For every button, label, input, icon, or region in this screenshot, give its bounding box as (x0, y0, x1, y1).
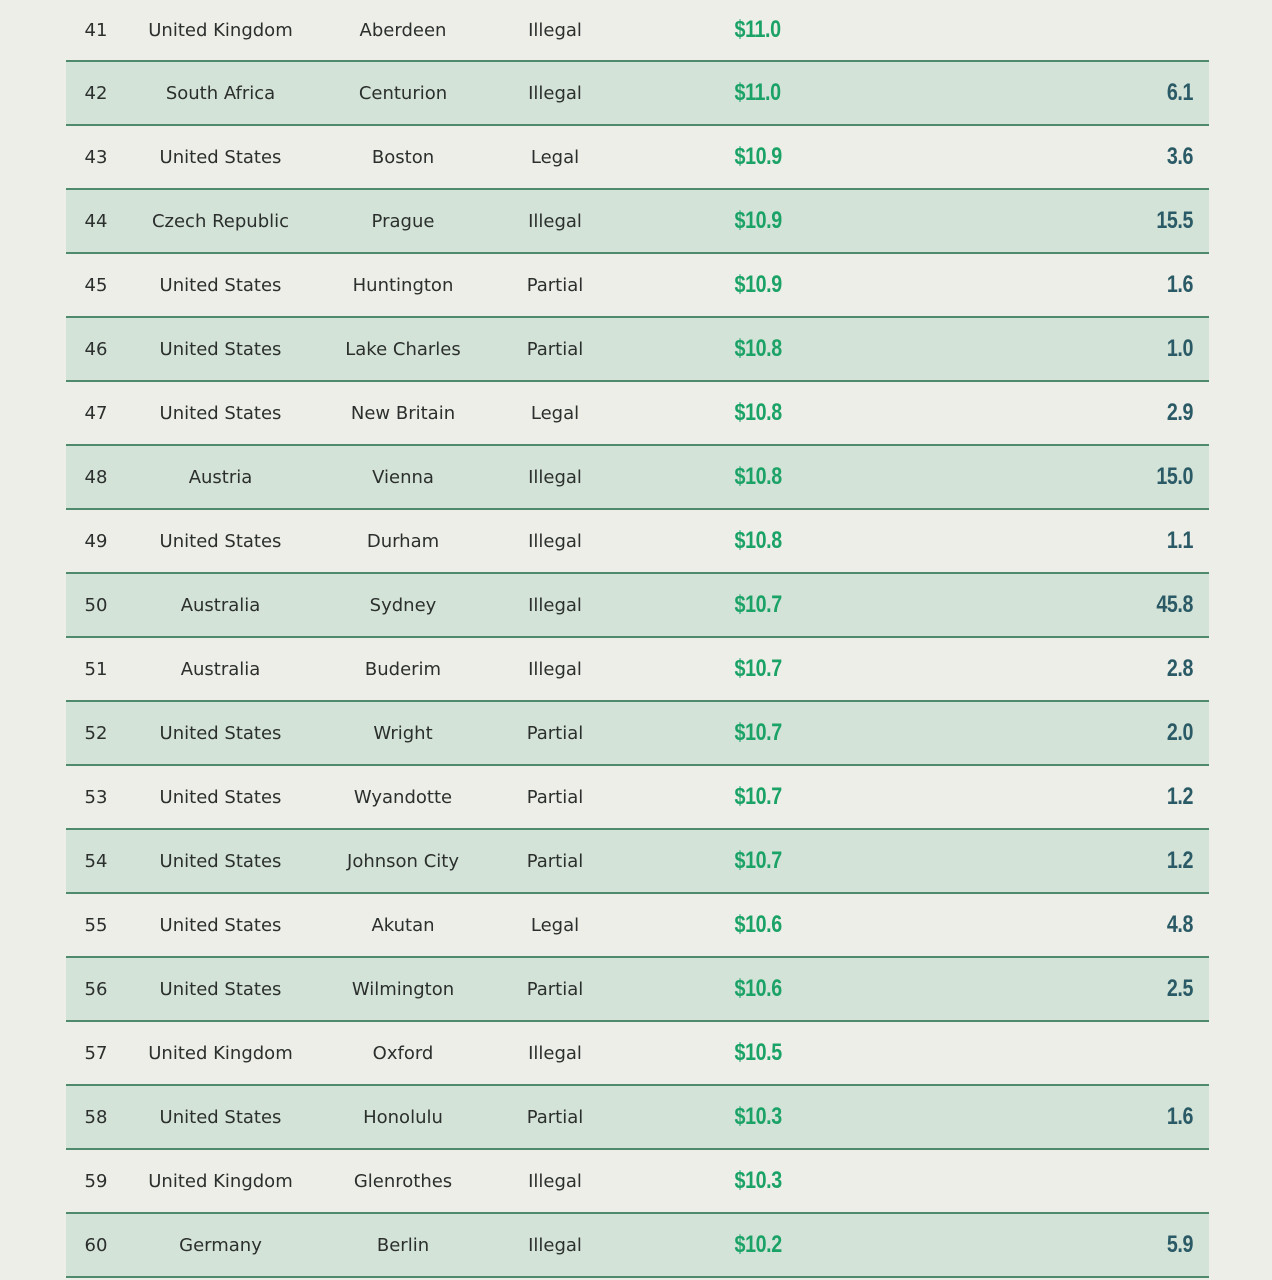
price-cell: $10.8 (734, 399, 782, 426)
price-cell: $10.7 (734, 783, 782, 810)
table-row (66, 510, 1209, 574)
city-cell: Buderim (364, 658, 442, 680)
legality-cell: Illegal (528, 19, 582, 41)
table-row (66, 126, 1209, 190)
price-cell: $11.0 (734, 79, 781, 106)
country-cell: United Kingdom (148, 1170, 293, 1192)
table-row (66, 1214, 1209, 1278)
value-cell: 6.1 (1166, 79, 1193, 106)
rank-cell: 41 (84, 19, 108, 41)
table-row (66, 638, 1209, 702)
city-cell: Glenrothes (353, 1170, 453, 1192)
country-cell: United Kingdom (148, 1042, 293, 1064)
legality-cell: Partial (526, 274, 584, 296)
rank-cell: 46 (84, 338, 108, 360)
value-cell: 1.2 (1166, 847, 1193, 874)
table-row (66, 62, 1209, 126)
table-row (66, 382, 1209, 446)
rank-cell: 48 (84, 466, 108, 488)
country-cell: Czech Republic (151, 210, 290, 232)
country-cell: United States (159, 338, 282, 360)
country-cell: South Africa (165, 82, 276, 104)
table-row (66, 830, 1209, 894)
legality-cell: Partial (526, 722, 584, 744)
price-cell: $10.7 (734, 719, 782, 746)
value-cell: 1.6 (1166, 1103, 1193, 1130)
value-cell: 1.6 (1166, 271, 1193, 298)
country-cell: Austria (188, 466, 253, 488)
rank-cell: 49 (84, 530, 108, 552)
country-cell: United States (159, 914, 282, 936)
table-row (66, 190, 1209, 254)
legality-cell: Illegal (528, 466, 582, 488)
table-row (66, 0, 1209, 62)
value-cell (1095, 1150, 1193, 1212)
country-cell: Germany (179, 1234, 262, 1256)
rank-cell: 56 (84, 978, 108, 1000)
legality-cell: Illegal (528, 530, 582, 552)
legality-cell: Partial (526, 786, 584, 808)
legality-cell: Illegal (528, 1234, 582, 1256)
price-cell: $10.9 (734, 207, 782, 234)
country-cell: United Kingdom (148, 19, 293, 41)
price-cell: $10.7 (734, 847, 782, 874)
value-cell: 5.9 (1166, 1231, 1193, 1258)
country-cell: United States (159, 274, 282, 296)
rank-cell: 47 (84, 402, 108, 424)
country-cell: United States (159, 850, 282, 872)
country-cell: United States (159, 402, 282, 424)
legality-cell: Illegal (528, 1042, 582, 1064)
value-cell: 1.2 (1166, 783, 1193, 810)
table-row (66, 702, 1209, 766)
legality-cell: Illegal (528, 210, 582, 232)
value-cell: 2.0 (1166, 719, 1193, 746)
table-row (66, 958, 1209, 1022)
value-cell: 2.9 (1166, 399, 1193, 426)
price-cell: $10.8 (734, 527, 782, 554)
price-cell: $10.7 (734, 655, 782, 682)
rank-cell: 51 (84, 658, 108, 680)
city-cell: Oxford (372, 1042, 434, 1064)
legality-cell: Legal (530, 402, 580, 424)
city-cell: New Britain (350, 402, 456, 424)
country-cell: United States (159, 530, 282, 552)
table-row (66, 254, 1209, 318)
rank-cell: 58 (84, 1106, 108, 1128)
rank-cell: 57 (84, 1042, 108, 1064)
price-cell: $10.3 (734, 1167, 782, 1194)
city-cell: Johnson City (347, 850, 459, 872)
rank-cell: 60 (84, 1234, 108, 1256)
legality-cell: Illegal (528, 594, 582, 616)
value-cell: 3.6 (1166, 143, 1193, 170)
value-cell: 45.8 (1156, 591, 1193, 618)
rank-cell: 45 (84, 274, 108, 296)
country-cell: Australia (180, 658, 261, 680)
rank-cell: 42 (84, 82, 108, 104)
city-cell: Wyandotte (353, 786, 453, 808)
city-cell: Sydney (369, 594, 437, 616)
price-cell: $11.0 (734, 16, 781, 43)
value-cell (1095, 0, 1193, 60)
legality-cell: Partial (526, 850, 584, 872)
rank-cell: 52 (84, 722, 108, 744)
table-row (66, 446, 1209, 510)
price-cell: $10.9 (734, 271, 782, 298)
price-cell: $10.9 (734, 143, 782, 170)
rank-cell: 53 (84, 786, 108, 808)
city-cell: Huntington (352, 274, 454, 296)
legality-cell: Partial (526, 338, 584, 360)
city-cell: Centurion (358, 82, 448, 104)
table-row (66, 1150, 1209, 1214)
ranking-table (66, 0, 1209, 1278)
country-cell: United States (159, 1106, 282, 1128)
city-cell: Aberdeen (359, 19, 447, 41)
country-cell: United States (159, 146, 282, 168)
rank-cell: 44 (84, 210, 108, 232)
city-cell: Berlin (376, 1234, 430, 1256)
table-row (66, 1022, 1209, 1086)
table-row (66, 894, 1209, 958)
city-cell: Durham (366, 530, 440, 552)
rank-cell: 59 (84, 1170, 108, 1192)
price-cell: $10.6 (734, 975, 782, 1002)
city-cell: Wright (373, 722, 433, 744)
legality-cell: Partial (526, 978, 584, 1000)
price-cell: $10.6 (734, 911, 782, 938)
legality-cell: Partial (526, 1106, 584, 1128)
price-cell: $10.3 (734, 1103, 782, 1130)
city-cell: Boston (371, 146, 435, 168)
table-row (66, 574, 1209, 638)
city-cell: Lake Charles (345, 338, 461, 360)
price-cell: $10.5 (734, 1039, 782, 1066)
rank-cell: 50 (84, 594, 108, 616)
value-cell: 2.8 (1166, 655, 1193, 682)
price-cell: $10.8 (734, 335, 782, 362)
legality-cell: Illegal (528, 658, 582, 680)
city-cell: Akutan (371, 914, 435, 936)
legality-cell: Legal (530, 914, 580, 936)
country-cell: United States (159, 786, 282, 808)
legality-cell: Illegal (528, 82, 582, 104)
legality-cell: Illegal (528, 1170, 582, 1192)
value-cell (1095, 1022, 1193, 1084)
price-cell: $10.8 (734, 463, 782, 490)
city-cell: Prague (371, 210, 435, 232)
value-cell: 4.8 (1166, 911, 1193, 938)
city-cell: Honolulu (363, 1106, 443, 1128)
rank-cell: 54 (84, 850, 108, 872)
value-cell: 1.0 (1166, 335, 1193, 362)
city-cell: Wilmington (351, 978, 455, 1000)
value-cell: 15.0 (1156, 463, 1193, 490)
value-cell: 1.1 (1166, 527, 1193, 554)
price-cell: $10.2 (734, 1231, 782, 1258)
legality-cell: Legal (530, 146, 580, 168)
price-cell: $10.7 (734, 591, 782, 618)
country-cell: Australia (180, 594, 261, 616)
table-row (66, 766, 1209, 830)
table-row (66, 1086, 1209, 1150)
country-cell: United States (159, 978, 282, 1000)
city-cell: Vienna (372, 466, 434, 488)
table-row (66, 318, 1209, 382)
value-cell: 15.5 (1156, 207, 1193, 234)
value-cell: 2.5 (1166, 975, 1193, 1002)
rank-cell: 43 (84, 146, 108, 168)
rank-cell: 55 (84, 914, 108, 936)
country-cell: United States (159, 722, 282, 744)
